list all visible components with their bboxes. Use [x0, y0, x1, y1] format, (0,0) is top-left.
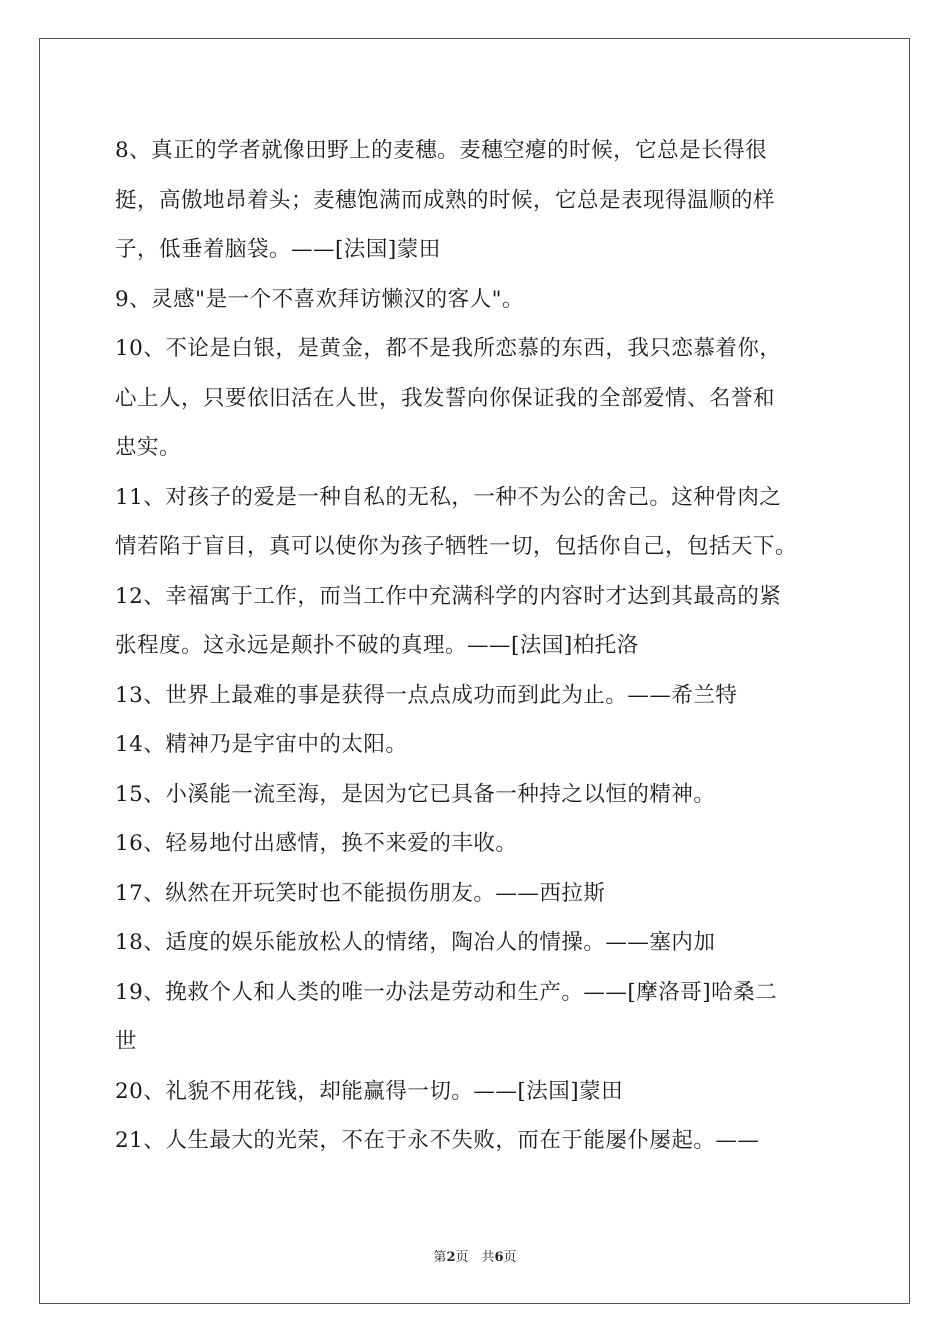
page-suffix: 页	[503, 1250, 517, 1265]
current-page-number: 2	[446, 1250, 456, 1265]
text-line: 张程度。这永远是颠扑不破的真理。——[法国]柏托洛	[115, 633, 639, 658]
text-line: 情若陷于盲目，真可以使你为孩子牺牲一切，包括你自己，包括天下。	[115, 534, 798, 559]
text-line: 心上人，只要依旧活在人世，我发誓向你保证我的全部爱情、名誉和	[115, 385, 776, 411]
text-line: 20、礼貌不用花钱，却能赢得一切。——[法国]蒙田	[115, 1078, 624, 1104]
text-line: 12、幸福寓于工作，而当工作中充满科学的内容时才达到其最高的紧	[115, 583, 782, 609]
text-line: 19、挽救个人和人类的唯一办法是劳动和生产。——[摩洛哥]哈桑二	[115, 979, 778, 1005]
text-line: 10、不论是白银，是黄金，都不是我所恋慕的东西，我只恋慕着你，	[115, 336, 782, 361]
text-line: 14、精神乃是宇宙中的太阳。	[115, 732, 408, 757]
text-line: 8、真正的学者就像田野上的麦穗。麦穗空瘪的时候，它总是长得很	[115, 138, 768, 163]
text-line: 挺，高傲地昂着头；麦穗饱满而成熟的时候，它总是表现得温顺的样	[115, 187, 776, 213]
text-line: 16、轻易地付出感情，换不来爱的丰收。	[115, 831, 518, 856]
text-line: 15、小溪能一流至海，是因为它已具备一种持之以恒的精神。	[115, 781, 716, 807]
text-line: 21、人生最大的光荣，不在于永不失败，而在于能屡仆屡起。——	[115, 1128, 760, 1153]
text-line: 11、对孩子的爱是一种自私的无私，一种不为公的舍己。这种骨肉之	[115, 484, 782, 510]
page-prefix: 第	[433, 1250, 447, 1265]
text-line: 13、世界上最难的事是获得一点点成功而到此为止。——希兰特	[115, 682, 738, 708]
page-mid: 页 共	[455, 1250, 495, 1265]
text-line: 子，低垂着脑袋。——[法国]蒙田	[115, 237, 441, 262]
text-line: 忠实。	[115, 435, 182, 460]
text-line: 世	[115, 1029, 138, 1054]
text-line: 9、灵感"是一个不喜欢拜访懒汉的客人"。	[115, 286, 524, 312]
text-line: 17、纵然在开玩笑时也不能损伤朋友。——西拉斯	[115, 880, 606, 906]
total-page-number: 6	[494, 1250, 504, 1265]
document-body	[115, 126, 840, 1166]
text-line: 18、适度的娱乐能放松人的情绪，陶冶人的情操。——塞内加	[115, 930, 716, 955]
page-footer	[0, 1246, 950, 1265]
